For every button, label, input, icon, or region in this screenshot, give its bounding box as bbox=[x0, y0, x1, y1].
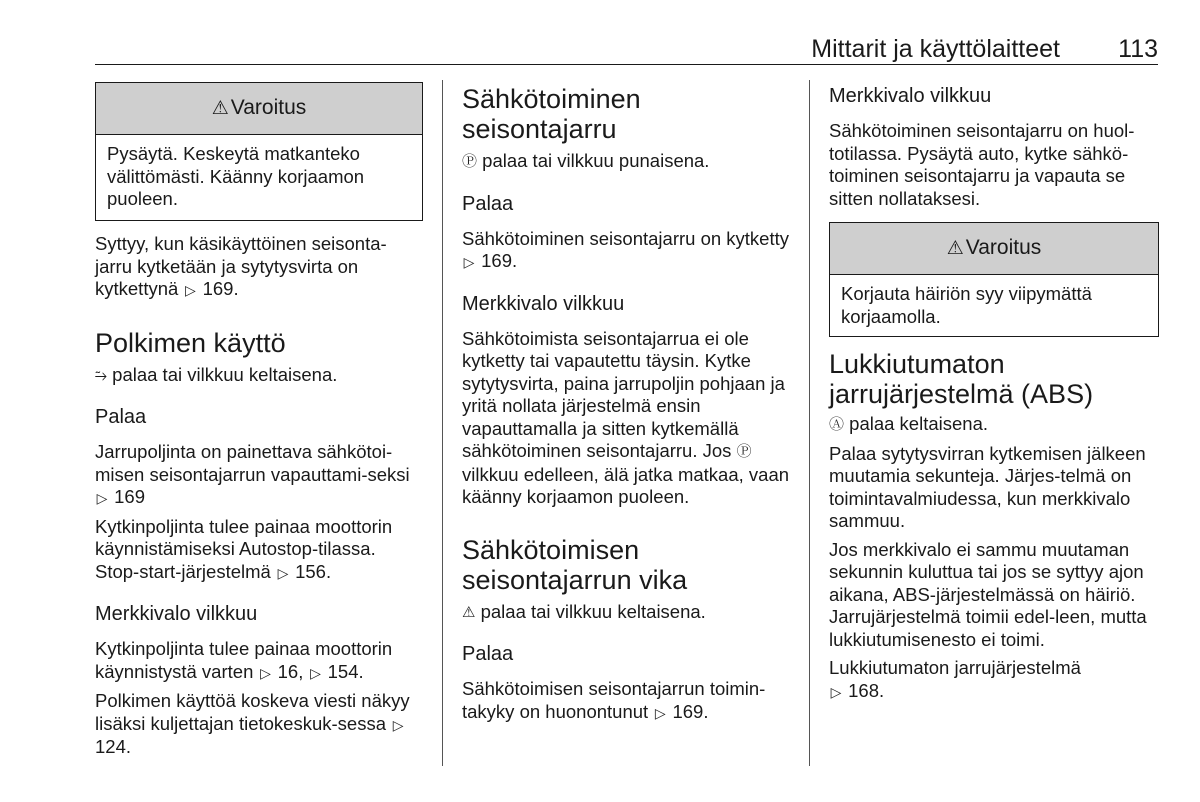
page-reference[interactable]: 168. bbox=[848, 679, 885, 701]
warning-box bbox=[95, 82, 423, 221]
page-reference-arrow-icon: ▷ bbox=[96, 490, 108, 506]
abs-icon: Ⓐ bbox=[829, 416, 845, 433]
page-reference-arrow-icon: ▷ bbox=[654, 704, 666, 721]
icon-description: Ⓐ palaa keltaisena. bbox=[829, 413, 1159, 437]
icon-description: ⥲ palaa tai vilkkuu keltaisena. bbox=[95, 364, 423, 388]
section-heading: Lukkiutumaton jarrujärjestelmä (ABS) bbox=[829, 349, 1094, 409]
page-reference[interactable]: 169. bbox=[202, 278, 239, 299]
paragraph: Kytkinpoljinta tulee painaa moottorin käynnistystä varten ▷ 16, ▷ 154. bbox=[95, 638, 423, 684]
warning-header bbox=[96, 83, 422, 135]
paragraph: Lukkiutumaton jarrujärjestelmä ▷ 168. bbox=[829, 657, 1159, 703]
paragraph: Syttyy, kun käsikäyttöinen seisonta-jarru kytketään ja sytytysvirta on kytkettynä ▷ 169. bbox=[95, 233, 423, 302]
section-heading: Polkimen käyttö bbox=[95, 327, 286, 358]
foot-pedal-icon: ⥲ bbox=[95, 366, 108, 384]
page-reference-arrow-icon: ▷ bbox=[310, 664, 321, 681]
page-reference-arrow-icon: ▷ bbox=[185, 282, 196, 298]
paragraph: Kytkinpoljinta tulee painaa moottorin käynnistämiseksi Autostop-tilassa. Stop-start-järjestelmä ▷ 156. bbox=[95, 516, 423, 585]
page-reference[interactable]: 154. bbox=[327, 660, 364, 682]
page-number: 113 bbox=[1118, 35, 1158, 63]
page-reference-arrow-icon: ▷ bbox=[392, 716, 404, 733]
page-reference[interactable]: 16, bbox=[277, 660, 304, 682]
icon-description: Ⓟ palaa tai vilkkuu punaisena. bbox=[462, 150, 792, 174]
page-reference[interactable]: 156. bbox=[295, 560, 332, 582]
parking-brake-icon: Ⓟ bbox=[736, 443, 752, 460]
icon-description: ⚠︎ palaa tai vilkkuu keltaisena. bbox=[462, 601, 792, 625]
subheading: Palaa bbox=[95, 406, 147, 428]
column-divider bbox=[809, 80, 810, 766]
section-title: Mittarit ja käyttölaitteet bbox=[811, 35, 1060, 63]
column-left bbox=[95, 82, 423, 759]
subheading: Merkkivalo vilkkuu bbox=[829, 85, 992, 107]
section-heading: Sähkötoimisen seisontajarrun vika bbox=[462, 534, 688, 595]
section-heading: Sähkötoiminen seisontajarru bbox=[462, 84, 641, 144]
page-reference[interactable]: 169 bbox=[114, 486, 146, 507]
page-reference-arrow-icon: ▷ bbox=[260, 664, 271, 681]
page-reference-arrow-icon: ▷ bbox=[830, 683, 842, 700]
paragraph: Palaa sytytysvirran kytkemisen jälkeen muutamia sekunteja. Järjes-telmä on toimintavalmiudessa, kun merkkivalo sammuu. bbox=[829, 442, 1146, 531]
page-reference[interactable]: 169. bbox=[672, 700, 709, 722]
brake-fault-icon: ⚠︎ bbox=[462, 603, 476, 621]
subheading: Palaa bbox=[462, 192, 514, 215]
subheading: Palaa bbox=[462, 643, 514, 665]
paragraph: Sähkötoimista seisontajarrua ei ole kytketty tai vapautettu täysin. Kytke sytytysvirta, paina jarrupoljin pohjaan ja yritä nollata järjestelmä ensin vapauttamalla ja sitten kytkemällä sähkötoiminen seisontajarru. Jos Ⓟ vilkkuu edelleen, älä jatka matkaa, vaan käänny korjaamon puoleen. bbox=[462, 327, 790, 507]
page-reference-arrow-icon: ▷ bbox=[463, 254, 475, 270]
column-middle bbox=[462, 82, 792, 724]
warning-header bbox=[830, 223, 1158, 275]
parking-brake-icon: Ⓟ bbox=[462, 153, 478, 170]
header-divider bbox=[95, 64, 1158, 65]
warning-triangle-icon: ⚠ bbox=[946, 238, 964, 259]
page-reference-arrow-icon: ▷ bbox=[277, 564, 289, 581]
column-divider bbox=[442, 80, 443, 766]
warning-box bbox=[829, 222, 1159, 337]
paragraph: Sähkötoimisen seisontajarrun toimin-takyky on huonontunut ▷ 169. bbox=[462, 678, 792, 724]
paragraph: Polkimen käyttöä koskeva viesti näkyy lisäksi kuljettajan tietokeskuk-sessa ▷ 124. bbox=[95, 690, 410, 757]
warning-text: Pysäytä. Keskeytä matkanteko välittömästi. Käänny korjaamon puoleen. bbox=[107, 143, 365, 209]
page-reference[interactable]: 169. bbox=[481, 250, 518, 271]
warning-title: Varoitus bbox=[230, 96, 307, 119]
warning-triangle-icon: ⚠ bbox=[211, 98, 229, 119]
paragraph: Jarrupoljinta on painettava sähkötoi-misen seisontajarrun vapauttami-seksi ▷ 169 bbox=[95, 441, 423, 510]
column-right bbox=[829, 82, 1159, 703]
warning-title: Varoitus bbox=[965, 236, 1042, 259]
warning-text: Korjauta häiriön syy viipymättä korjaamolla. bbox=[841, 283, 1092, 327]
paragraph: Sähkötoiminen seisontajarru on huol-totilassa. Pysäytä auto, kytke sähkö-toiminen seisontajarru ja vapauta se sitten nollataksesi. bbox=[829, 120, 1135, 209]
subheading: Merkkivalo vilkkuu bbox=[95, 603, 258, 625]
paragraph: Sähkötoiminen seisontajarru on kytketty ▷ 169. bbox=[462, 228, 792, 274]
paragraph: Jos merkkivalo ei sammu muutaman sekunnin kuluttua tai jos se syttyy ajon aikana, ABS-järjestelmässä on häiriö. Jarrujärjestelmä toimii edel-leen, mutta lukkiutumisenesto ei toimi. bbox=[829, 538, 1147, 650]
subheading: Merkkivalo vilkkuu bbox=[462, 292, 625, 315]
page-reference[interactable]: 124. bbox=[95, 736, 132, 757]
